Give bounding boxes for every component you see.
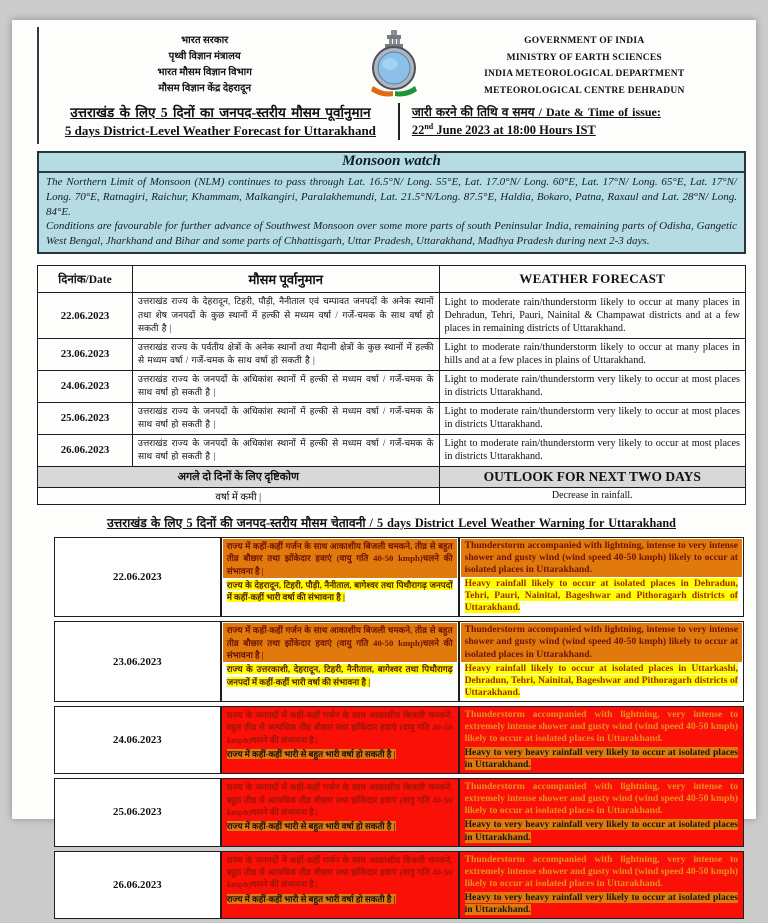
highlight-text: राज्य में कहीं-कहीं भारी से बहुत भारी वर्षा हो सकती है |: [226, 821, 396, 832]
issue-info: [398, 103, 746, 141]
warning-date: 25.06.2023: [54, 778, 221, 846]
issue-datetime: [412, 121, 746, 140]
outlook-value-row: [38, 487, 746, 504]
warning-english-highlight: [461, 891, 742, 917]
forecast-row: [38, 434, 746, 466]
col-header-weather-forecast: WEATHER FORECAST: [439, 266, 746, 293]
header-hindi-line: भारत मौसम विज्ञान विभाग: [157, 67, 252, 78]
forecast-header-row: [38, 266, 746, 293]
warning-english-highlight: [461, 577, 742, 615]
document-title-hindi: उत्तराखंड के लिए 5 दिनों का जनपद-स्तरीय मौसम पूर्वानुमान: [70, 104, 371, 120]
forecast-english: Light to moderate rain/thunderstorm very likely to occur at most places in districts Uttarakhand.: [439, 402, 746, 434]
warning-hindi-highlight: [223, 578, 457, 605]
forecast-date: 24.06.2023: [38, 370, 133, 402]
warning-table: [54, 533, 744, 923]
document-title-english: 5 days District-Level Weather Forecast for Uttarakhand: [64, 123, 376, 139]
header-english-line: MINISTRY OF EARTH SCIENCES: [506, 52, 662, 63]
col-header-date: दिनांक/Date: [38, 266, 133, 293]
col-header-hindi-forecast: मौसम पूर्वानुमान: [133, 266, 439, 293]
header-hindi-org: [43, 27, 366, 97]
forecast-date: 22.06.2023: [38, 293, 133, 339]
header-english-org: [423, 27, 746, 100]
warning-english-alert: Thunderstorm accompanied with lightning, very intense to extremely intense shower and gusty wind (wind speed 40-50 kmph) likely to occur at isolated places in Uttarakhand.: [464, 781, 738, 817]
forecast-row: [38, 370, 746, 402]
warning-date: 26.06.2023: [54, 851, 221, 919]
issue-rest: June 2023 at 18:00 Hours IST: [433, 122, 596, 137]
warning-english-highlight: [461, 818, 742, 844]
header-hindi-line: मौसम विज्ञान केंद्र देहरादून: [158, 83, 252, 94]
header-english-line: GOVERNMENT OF INDIA: [524, 36, 645, 46]
issue-ordinal: nd: [424, 121, 434, 131]
warning-hindi: [221, 778, 459, 846]
header-hindi-line: भारत सरकार: [181, 35, 229, 46]
header-hindi-line: पृथ्वी विज्ञान मंत्रालय: [168, 51, 241, 62]
highlight-text: राज्य के देहरादून, टिहरी, पौड़ी, नैनीताल, बागेश्वर तथा पिथौरागढ़ जनपदों में कहीं-कहीं भारी वर्षा की संभावना है |: [226, 579, 453, 603]
highlight-text: Heavy to very heavy rainfall very likely to occur at isolated places in Uttarakhand.: [464, 891, 738, 915]
forecast-date: 26.06.2023: [38, 434, 133, 466]
forecast-row: [38, 402, 746, 434]
outlook-value-hindi: वर्षा में कमी |: [38, 487, 440, 504]
monsoon-watch-para1: The Northern Limit of Monsoon (NLM) continues to pass through Lat. 16.5°N/ Long. 55°E, Lat. 17.0°N/ Long. 60°E, Lat. 17°N/ Long. 65°E, Lat. 17°N/ Long. 70°E, Ratnagiri, Raichur, Khammam, Malkangiri, Paralakhemundi, Lat. 21.5°N/Long. 87.5°E, Haldia, Bokaro, Patna, Raxaul and Lat. 28°N/ Long. 84°E.: [46, 176, 737, 218]
warning-english: [459, 706, 744, 774]
document-page: [12, 20, 756, 915]
warning-english: [459, 537, 744, 617]
warning-date: 22.06.2023: [54, 537, 221, 617]
header-english-line: METEOROLOGICAL CENTRE DEHRADUN: [483, 85, 685, 96]
warning-english-alert: Thunderstorm accompanied with lightning, very intense to extremely intense shower and gusty wind (wind speed 40-50 kmph) likely to occur at isolated places in Uttarakhand.: [464, 708, 738, 744]
warning-english: [459, 621, 744, 701]
warning-hindi-alert: राज्य में कहीं-कहीं गर्जन के साथ आकाशीय बिजली चमकने, तीव्र से बहुत तीव्र बौछार तथा झोंकेदार हवाएं (वायु गति 40-50 kmph)चलने की संभावना है |: [223, 623, 457, 662]
highlight-text: राज्य में कहीं-कहीं भारी से बहुत भारी वर्षा हो सकती है |: [226, 748, 396, 759]
warning-english-alert: Thunderstorm accompanied with lightning, intense to very intense shower and gusty wind (wind speed 40-50 kmph) likely to occur at isolated places in Uttarakhand.: [461, 623, 742, 661]
highlight-text: राज्य में कहीं-कहीं भारी से बहुत भारी वर्षा हो सकती है |: [226, 893, 396, 904]
issue-label: जारी करने की तिथि व समय / Date & Time of issue:: [411, 104, 661, 119]
warning-english-alert: Thunderstorm accompanied with lightning, very intense to extremely intense shower and gusty wind (wind speed 40-50 kmph) likely to occur at isolated places in Uttarakhand.: [464, 853, 738, 889]
forecast-english: Light to moderate rain/thunderstorm very likely to occur at most places in districts Uttarakhand.: [439, 434, 746, 466]
highlight-text: Heavy to very heavy rainfall very likely to occur at isolated places in Uttarakhand.: [464, 819, 738, 843]
warning-hindi: [221, 851, 459, 919]
forecast-row: [38, 293, 746, 339]
imd-emblem-icon: [367, 29, 421, 99]
warning-hindi-alert: राज्य के जनपदों में कहीं-कहीं गर्जन के साथ आकाशीय बिजली चमकने, बहुत तीव्र से अत्यधिक तीव्र बौछार तथा झोंकेदार हवाएं (वायु गति 40-50 kmph)चलने की संभावना है |: [226, 782, 453, 817]
forecast-english: Light to moderate rain/thunderstorm very likely to occur at most places in districts Uttarakhand.: [439, 370, 746, 402]
forecast-hindi: उत्तराखंड राज्य के जनपदों के अधिकांश स्थानों में हल्की से मध्यम वर्षा / गर्जे-चमक के साथ वर्षा हो सकती है |: [133, 434, 439, 466]
warning-hindi-highlight: [223, 662, 457, 689]
document-title: [43, 103, 398, 141]
warning-hindi: [221, 706, 459, 774]
outlook-header-english: OUTLOOK FOR NEXT TWO DAYS: [439, 466, 746, 487]
forecast-hindi: उत्तराखंड राज्य के जनपदों के अधिकांश स्थानों में हल्की से मध्यम वर्षा / गर्जे-चमक के साथ वर्षा हो सकती है |: [133, 370, 439, 402]
outlook-header-hindi: अगले दो दिनों के लिए दृष्टिकोण: [38, 466, 440, 487]
warning-hindi: [221, 621, 459, 701]
highlight-text: Heavy rainfall likely to occur at isolated places in Uttarkashi, Dehradun, Tehri, Nainital, Bageshwar and Pithoragarh districts of Uttarakhand.: [464, 662, 738, 698]
warning-hindi-alert: राज्य में कहीं-कहीं गर्जन के साथ आकाशीय बिजली चमकने, तीव्र से बहुत तीव्र बौछार तथा झोंकेदार हवाएं (वायु गति 40-50 kmph)चलने की संभावना है |: [223, 539, 457, 578]
forecast-hindi: उत्तराखंड राज्य के जनपदों के अधिकांश स्थानों में हल्की से मध्यम वर्षा / गर्जे-चमक के साथ वर्षा हो सकती है |: [133, 402, 439, 434]
highlight-text: Heavy to very heavy rainfall very likely to occur at isolated places in Uttarakhand.: [464, 747, 738, 771]
warning-date: 24.06.2023: [54, 706, 221, 774]
header-english-line: INDIA METEOROLOGICAL DEPARTMENT: [484, 69, 685, 80]
forecast-hindi: उत्तराखंड राज्य के पर्वतीय क्षेत्रों के अनेक स्थानों तथा मैदानी क्षेत्रों के कुछ स्थानों में हल्की से मध्यम वर्षा / गर्जे-चमक के साथ वर्षा हो सकती है |: [133, 338, 439, 370]
forecast-hindi: उत्तराखंड राज्य के देहरादून, टिहरी, पौड़ी, नैनीताल एवं चम्पावत जनपदों के अनेक स्थानों तथा शेष जनपदों के कुछ स्थानों में हल्की से मध्यम वर्षा / गर्जे-चमक के साथ वर्षा हो सकती है |: [133, 293, 439, 339]
warning-english-highlight: [461, 746, 742, 772]
document-header: [37, 27, 746, 144]
warning-english-alert: Thunderstorm accompanied with lightning, intense to very intense shower and gusty wind (wind speed 40-50 kmph) likely to occur at isolated places in Uttarakhand.: [461, 539, 742, 577]
monsoon-watch-title: Monsoon watch: [39, 153, 744, 173]
issue-day: 22: [411, 122, 425, 137]
warning-row: [54, 778, 744, 846]
outlook-header-row: [38, 466, 746, 487]
warning-hindi-alert: राज्य के जनपदों में कहीं-कहीं गर्जन के साथ आकाशीय बिजली चमकने, बहुत तीव्र से अत्यधिक तीव्र बौछार तथा झोंकेदार हवाएं (वायु गति 40-50 kmph)चलने की संभावना है |: [226, 709, 453, 745]
forecast-table: [37, 265, 746, 505]
highlight-text: राज्य के उत्तरकाशी, देहरादून, टिहरी, नैनीताल, बागेश्वर तथा पिथौरागढ़ जनपदों में कहीं-कहीं भारी वर्षा की संभावना है |: [226, 664, 453, 687]
forecast-english: Light to moderate rain/thunderstorm likely to occur at many places in Dehradun, Tehri, Pauri, Nainital & Champawat districts and at a few places in remaining districts of Uttarakhand.: [439, 293, 746, 339]
warning-hindi-alert: राज्य के जनपदों में कहीं-कहीं गर्जन के साथ आकाशीय बिजली चमकने, बहुत तीव्र से अत्यधिक तीव्र बौछार तथा झोंकेदार हवाएं (वायु गति 40-50 kmph)चलने की संभावना है |: [226, 854, 453, 890]
forecast-date: 25.06.2023: [38, 402, 133, 434]
highlight-text: Heavy rainfall likely to occur at isolated places in Dehradun, Tehri, Pauri, Nainital, Bageshwar and Pithoragarh districts of Uttarakhand.: [464, 578, 738, 614]
warning-row: [54, 706, 744, 774]
monsoon-watch-para2: Conditions are favourable for further advance of Southwest Monsoon over some more parts of south Peninsular India, remaining parts of Odisha, Gangetic West Bengal, Jharkhand and Bihar and some parts of Chhattisgarh, Uttar Pradesh, Uttarakhand, Madhya Pradesh during next 2-3 days.: [46, 220, 737, 247]
forecast-date: 23.06.2023: [38, 338, 133, 370]
forecast-english: Light to moderate rain/thunderstorm likely to occur at many places in hills and at a few places in plains of Uttarakhand.: [439, 338, 746, 370]
warning-hindi-highlight: [223, 819, 457, 833]
forecast-row: [38, 338, 746, 370]
outlook-value-english: Decrease in rainfall.: [439, 487, 746, 504]
warning-english: [459, 851, 744, 919]
imd-emblem-logo: [366, 27, 422, 99]
warning-hindi-highlight: [223, 892, 457, 906]
warning-section-title: उत्तराखंड के लिए 5 दिनों की जनपद-स्तरीय मौसम चेतावनी / 5 days District Level Weather Warning for Uttarakhand: [107, 515, 676, 530]
warning-english-highlight: [461, 662, 742, 700]
warning-date: 23.06.2023: [54, 621, 221, 701]
warning-english: [459, 778, 744, 846]
warning-row: [54, 537, 744, 617]
warning-hindi: [221, 537, 459, 617]
warning-row: [54, 851, 744, 919]
monsoon-watch-box: [37, 151, 746, 254]
warning-row: [54, 621, 744, 701]
warning-hindi-highlight: [223, 747, 457, 761]
